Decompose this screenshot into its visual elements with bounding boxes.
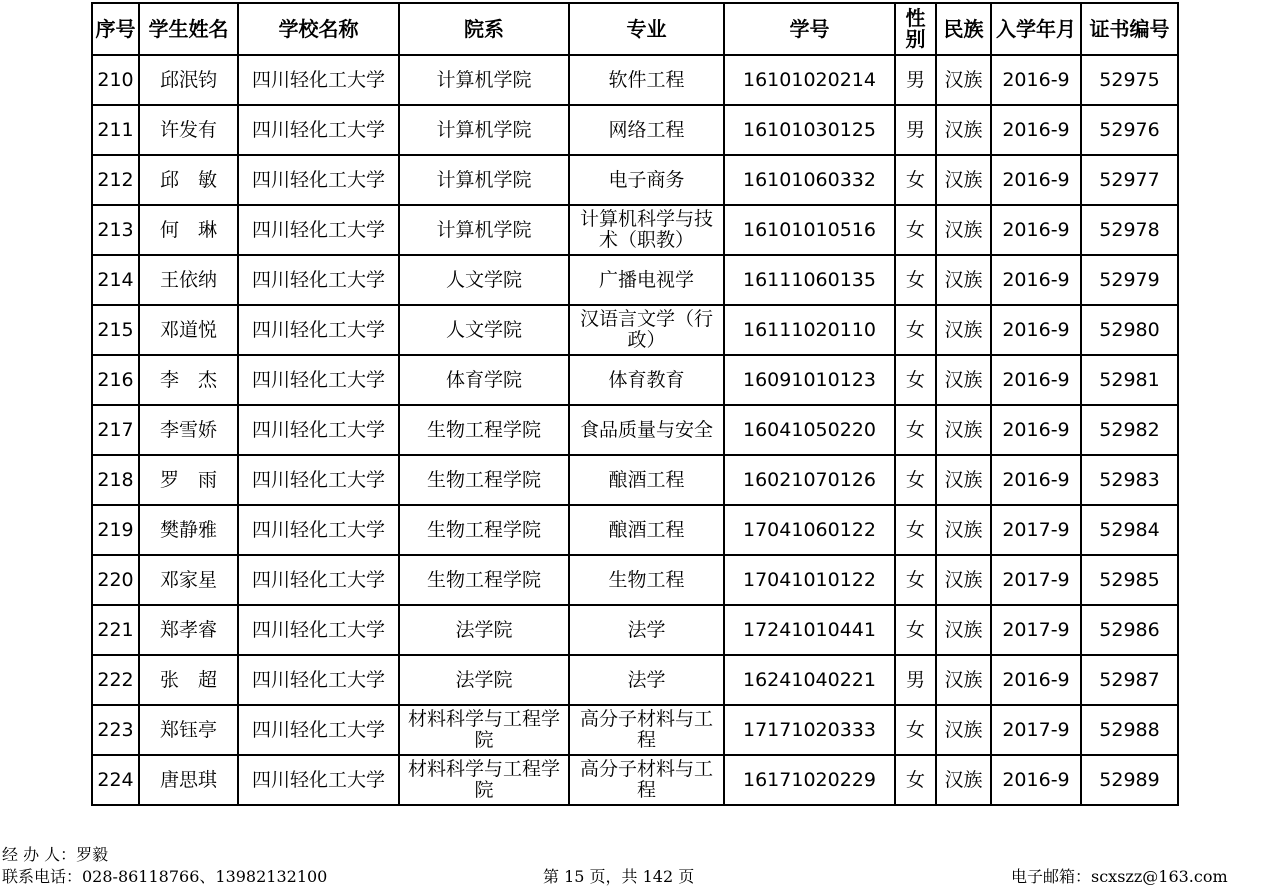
cell-seq: 215 <box>92 305 139 355</box>
cell-cert-no: 52980 <box>1081 305 1178 355</box>
cell-enroll-date: 2017-9 <box>991 705 1081 755</box>
table-row <box>92 55 1178 105</box>
cell-name: 李 杰 <box>139 355 238 405</box>
cell-gender: 女 <box>895 505 936 555</box>
cell-ethnicity: 汉族 <box>936 255 991 305</box>
cell-ethnicity: 汉族 <box>936 655 991 705</box>
cell-seq: 213 <box>92 205 139 255</box>
cell-school: 四川轻化工大学 <box>238 105 399 155</box>
cell-gender: 女 <box>895 355 936 405</box>
cell-seq: 223 <box>92 705 139 755</box>
cell-dept: 生物工程学院 <box>399 455 569 505</box>
cell-school: 四川轻化工大学 <box>238 555 399 605</box>
cell-name: 邱 敏 <box>139 155 238 205</box>
cell-major: 网络工程 <box>569 105 724 155</box>
cell-enroll-date: 2016-9 <box>991 655 1081 705</box>
cell-school: 四川轻化工大学 <box>238 355 399 405</box>
footer-phone: 联系电话：028-86118766、13982132100 <box>2 867 328 886</box>
cell-enroll-date: 2017-9 <box>991 605 1081 655</box>
cell-major: 汉语言文学（行政） <box>569 305 724 355</box>
cell-gender: 女 <box>895 455 936 505</box>
cell-student-id: 16091010123 <box>724 355 895 405</box>
cell-cert-no: 52983 <box>1081 455 1178 505</box>
cell-gender: 男 <box>895 655 936 705</box>
cell-dept: 计算机学院 <box>399 205 569 255</box>
col-header-gender: 性别 <box>895 3 936 55</box>
cell-enroll-date: 2016-9 <box>991 205 1081 255</box>
cell-cert-no: 52986 <box>1081 605 1178 655</box>
col-header-school: 学校名称 <box>238 3 399 55</box>
cell-dept: 材料科学与工程学院 <box>399 755 569 805</box>
cell-seq: 219 <box>92 505 139 555</box>
cell-school: 四川轻化工大学 <box>238 255 399 305</box>
cell-major: 体育教育 <box>569 355 724 405</box>
table-row <box>92 605 1178 655</box>
table-row <box>92 155 1178 205</box>
cell-student-id: 16041050220 <box>724 405 895 455</box>
cell-cert-no: 52975 <box>1081 55 1178 105</box>
cell-school: 四川轻化工大学 <box>238 505 399 555</box>
cell-seq: 217 <box>92 405 139 455</box>
col-header-id: 学号 <box>724 3 895 55</box>
cell-student-id: 16171020229 <box>724 755 895 805</box>
cell-major: 软件工程 <box>569 55 724 105</box>
cell-major: 法学 <box>569 655 724 705</box>
footer-handler: 经 办 人：罗毅 <box>2 845 109 864</box>
cell-student-id: 16111020110 <box>724 305 895 355</box>
certificate-roster <box>91 2 1177 806</box>
cell-student-id: 17171020333 <box>724 705 895 755</box>
table-row <box>92 505 1178 555</box>
cell-cert-no: 52979 <box>1081 255 1178 305</box>
cell-dept: 生物工程学院 <box>399 555 569 605</box>
cell-enroll-date: 2016-9 <box>991 155 1081 205</box>
cell-enroll-date: 2017-9 <box>991 555 1081 605</box>
cell-student-id: 17041060122 <box>724 505 895 555</box>
cell-gender: 女 <box>895 305 936 355</box>
cell-ethnicity: 汉族 <box>936 755 991 805</box>
cell-name: 邱泯钧 <box>139 55 238 105</box>
cell-seq: 224 <box>92 755 139 805</box>
cell-major: 电子商务 <box>569 155 724 205</box>
cell-school: 四川轻化工大学 <box>238 155 399 205</box>
table-row <box>92 305 1178 355</box>
cell-school: 四川轻化工大学 <box>238 605 399 655</box>
cell-name: 郑孝睿 <box>139 605 238 655</box>
cell-student-id: 16021070126 <box>724 455 895 505</box>
cell-student-id: 17041010122 <box>724 555 895 605</box>
cell-enroll-date: 2016-9 <box>991 305 1081 355</box>
cell-gender: 女 <box>895 605 936 655</box>
cell-name: 邓道悦 <box>139 305 238 355</box>
cell-gender: 女 <box>895 255 936 305</box>
table-row <box>92 405 1178 455</box>
table-row <box>92 455 1178 505</box>
cell-dept: 生物工程学院 <box>399 405 569 455</box>
table-row <box>92 755 1178 805</box>
cell-name: 郑钰亭 <box>139 705 238 755</box>
cell-name: 邓家星 <box>139 555 238 605</box>
cell-name: 罗 雨 <box>139 455 238 505</box>
cell-name: 李雪娇 <box>139 405 238 455</box>
col-header-enroll: 入学年月 <box>991 3 1081 55</box>
cell-ethnicity: 汉族 <box>936 355 991 405</box>
cell-ethnicity: 汉族 <box>936 555 991 605</box>
cell-student-id: 17241010441 <box>724 605 895 655</box>
table-row <box>92 205 1178 255</box>
cell-enroll-date: 2016-9 <box>991 355 1081 405</box>
cell-dept: 法学院 <box>399 605 569 655</box>
cell-name: 何 琳 <box>139 205 238 255</box>
col-header-dept: 院系 <box>399 3 569 55</box>
table-row <box>92 255 1178 305</box>
cell-ethnicity: 汉族 <box>936 105 991 155</box>
cell-dept: 法学院 <box>399 655 569 705</box>
cell-student-id: 16101060332 <box>724 155 895 205</box>
cell-seq: 222 <box>92 655 139 705</box>
cell-cert-no: 52977 <box>1081 155 1178 205</box>
cell-cert-no: 52985 <box>1081 555 1178 605</box>
table-body <box>92 55 1178 805</box>
cell-ethnicity: 汉族 <box>936 505 991 555</box>
cell-cert-no: 52987 <box>1081 655 1178 705</box>
cell-cert-no: 52981 <box>1081 355 1178 405</box>
cell-school: 四川轻化工大学 <box>238 455 399 505</box>
cell-gender: 女 <box>895 705 936 755</box>
cell-student-id: 16101030125 <box>724 105 895 155</box>
table-row <box>92 105 1178 155</box>
student-table <box>91 2 1179 806</box>
cell-seq: 221 <box>92 605 139 655</box>
cell-seq: 210 <box>92 55 139 105</box>
cell-gender: 女 <box>895 555 936 605</box>
table-header-row <box>92 3 1178 55</box>
table-row <box>92 655 1178 705</box>
cell-gender: 女 <box>895 205 936 255</box>
cell-seq: 212 <box>92 155 139 205</box>
cell-enroll-date: 2016-9 <box>991 105 1081 155</box>
cell-enroll-date: 2016-9 <box>991 755 1081 805</box>
cell-major: 高分子材料与工程 <box>569 705 724 755</box>
cell-dept: 计算机学院 <box>399 105 569 155</box>
table-row <box>92 555 1178 605</box>
cell-seq: 214 <box>92 255 139 305</box>
cell-dept: 生物工程学院 <box>399 505 569 555</box>
cell-cert-no: 52978 <box>1081 205 1178 255</box>
cell-name: 王依纳 <box>139 255 238 305</box>
cell-cert-no: 52976 <box>1081 105 1178 155</box>
cell-cert-no: 52982 <box>1081 405 1178 455</box>
cell-major: 食品质量与安全 <box>569 405 724 455</box>
cell-student-id: 16111060135 <box>724 255 895 305</box>
cell-ethnicity: 汉族 <box>936 405 991 455</box>
cell-dept: 体育学院 <box>399 355 569 405</box>
table-row <box>92 355 1178 405</box>
cell-enroll-date: 2016-9 <box>991 55 1081 105</box>
cell-ethnicity: 汉族 <box>936 705 991 755</box>
cell-ethnicity: 汉族 <box>936 605 991 655</box>
cell-major: 生物工程 <box>569 555 724 605</box>
cell-seq: 216 <box>92 355 139 405</box>
cell-school: 四川轻化工大学 <box>238 205 399 255</box>
col-header-name: 学生姓名 <box>139 3 238 55</box>
cell-enroll-date: 2017-9 <box>991 505 1081 555</box>
cell-dept: 人文学院 <box>399 305 569 355</box>
col-header-major: 专业 <box>569 3 724 55</box>
cell-cert-no: 52988 <box>1081 705 1178 755</box>
footer-page-number: 第 15 页，共 142 页 <box>543 867 695 886</box>
cell-cert-no: 52989 <box>1081 755 1178 805</box>
cell-school: 四川轻化工大学 <box>238 55 399 105</box>
cell-gender: 男 <box>895 105 936 155</box>
cell-dept: 计算机学院 <box>399 155 569 205</box>
cell-ethnicity: 汉族 <box>936 205 991 255</box>
cell-major: 计算机科学与技术（职教） <box>569 205 724 255</box>
cell-ethnicity: 汉族 <box>936 155 991 205</box>
cell-name: 樊静雅 <box>139 505 238 555</box>
cell-major: 酿酒工程 <box>569 455 724 505</box>
cell-gender: 女 <box>895 405 936 455</box>
cell-dept: 材料科学与工程学院 <box>399 705 569 755</box>
cell-major: 广播电视学 <box>569 255 724 305</box>
cell-name: 唐思琪 <box>139 755 238 805</box>
cell-gender: 男 <box>895 55 936 105</box>
cell-student-id: 16241040221 <box>724 655 895 705</box>
cell-school: 四川轻化工大学 <box>238 755 399 805</box>
cell-major: 法学 <box>569 605 724 655</box>
cell-dept: 计算机学院 <box>399 55 569 105</box>
cell-cert-no: 52984 <box>1081 505 1178 555</box>
cell-gender: 女 <box>895 155 936 205</box>
cell-dept: 人文学院 <box>399 255 569 305</box>
cell-student-id: 16101020214 <box>724 55 895 105</box>
cell-school: 四川轻化工大学 <box>238 305 399 355</box>
table-row <box>92 705 1178 755</box>
footer-email: 电子邮箱：scxszz@163.com <box>1011 867 1228 886</box>
col-header-seq: 序号 <box>92 3 139 55</box>
cell-seq: 218 <box>92 455 139 505</box>
cell-gender: 女 <box>895 755 936 805</box>
cell-enroll-date: 2016-9 <box>991 455 1081 505</box>
col-header-cert: 证书编号 <box>1081 3 1178 55</box>
cell-school: 四川轻化工大学 <box>238 705 399 755</box>
cell-school: 四川轻化工大学 <box>238 405 399 455</box>
cell-ethnicity: 汉族 <box>936 305 991 355</box>
cell-enroll-date: 2016-9 <box>991 405 1081 455</box>
cell-ethnicity: 汉族 <box>936 55 991 105</box>
cell-student-id: 16101010516 <box>724 205 895 255</box>
cell-name: 许发有 <box>139 105 238 155</box>
cell-seq: 211 <box>92 105 139 155</box>
cell-name: 张 超 <box>139 655 238 705</box>
col-header-ethnicity: 民族 <box>936 3 991 55</box>
cell-school: 四川轻化工大学 <box>238 655 399 705</box>
cell-ethnicity: 汉族 <box>936 455 991 505</box>
cell-seq: 220 <box>92 555 139 605</box>
cell-enroll-date: 2016-9 <box>991 255 1081 305</box>
cell-major: 高分子材料与工程 <box>569 755 724 805</box>
cell-major: 酿酒工程 <box>569 505 724 555</box>
